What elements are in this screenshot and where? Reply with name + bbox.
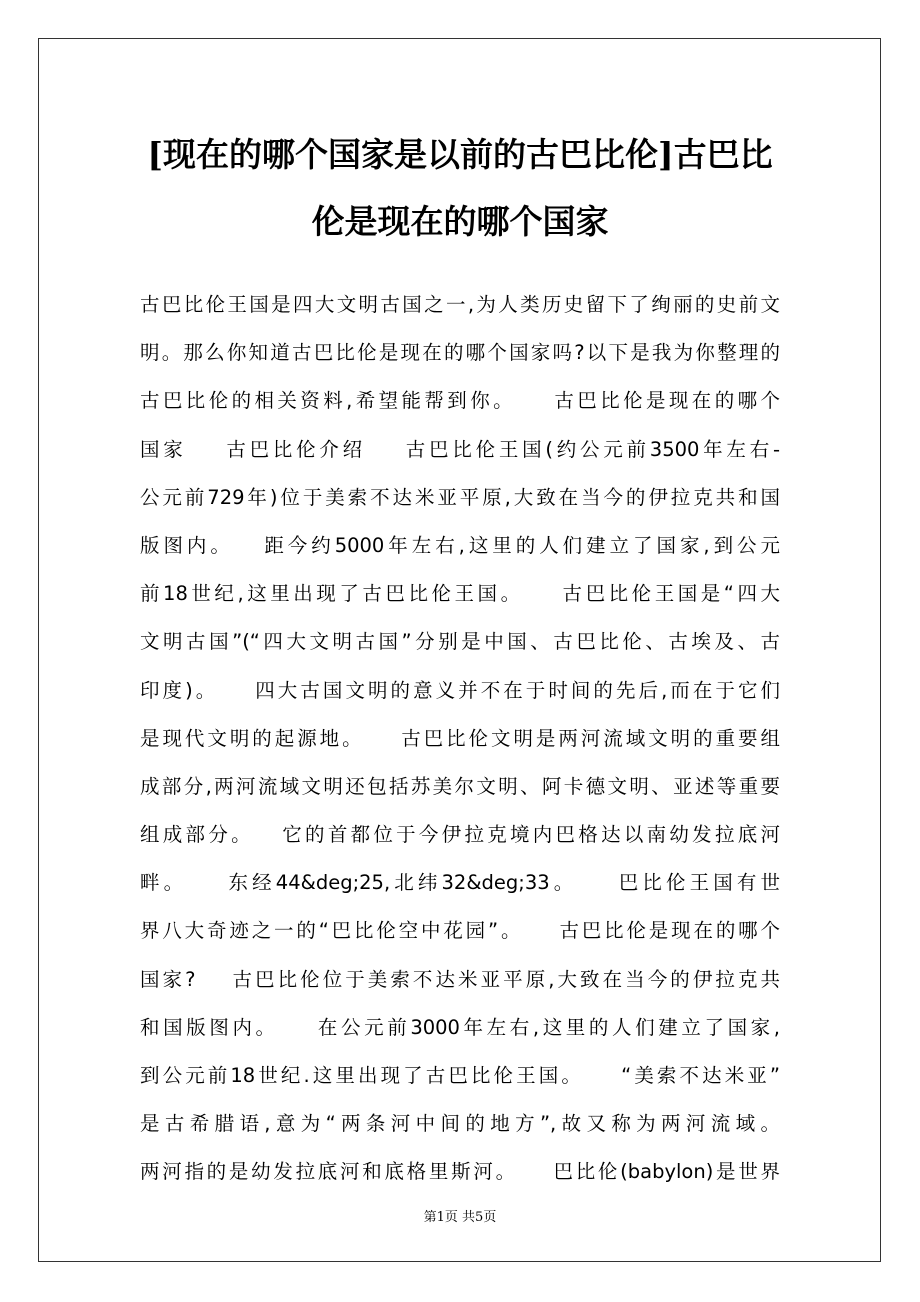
body-line: 国家 古巴比伦介绍 古巴比伦王国(约公元前3500年左右- bbox=[140, 437, 780, 461]
body-line: 成部分,两河流域文明还包括苏美尔文明、阿卡德文明、亚述等重要 bbox=[140, 774, 780, 798]
body-line: 到公元前18世纪.这里出现了古巴比伦王国。 “美索不达米亚” bbox=[140, 1064, 780, 1087]
body-line: 两河指的是幼发拉底河和底格里斯河。 巴比伦(babylon)是世界 bbox=[140, 1160, 780, 1184]
document-title-line-2: 伦是现在的哪个国家 bbox=[311, 202, 609, 241]
document-title-line-1: [现在的哪个国家是以前的古巴比伦]古巴比 bbox=[147, 135, 773, 174]
body-line: 明。那么你知道古巴比伦是现在的哪个国家吗?以下是我为你整理的 bbox=[140, 341, 780, 365]
body-line: 古巴比伦的相关资料,希望能帮到你。 古巴比伦是现在的哪个 bbox=[140, 389, 780, 413]
body-line: 印度)。 四大古国文明的意义并不在于时间的先后,而在于它们 bbox=[140, 678, 780, 702]
body-line: 是现代文明的起源地。 古巴比伦文明是两河流域文明的重要组 bbox=[140, 726, 780, 750]
body-line: 前18世纪,这里出现了古巴比伦王国。 古巴比伦王国是“四大 bbox=[140, 582, 780, 606]
document-body bbox=[140, 290, 780, 1206]
body-line: 组成部分。 它的首都位于今伊拉克境内巴格达以南幼发拉底河 bbox=[140, 823, 780, 847]
body-line: 国家? 古巴比伦位于美索不达米亚平原,大致在当今的伊拉克共 bbox=[140, 967, 780, 991]
body-line: 是古希腊语,意为“两条河中间的地方”,故又称为两河流域。 bbox=[140, 1112, 780, 1136]
body-line: 畔。 东经44&deg;25,北纬32&deg;33。 巴比伦王国有世 bbox=[140, 871, 780, 895]
body-line: 和国版图内。 在公元前3000年左右,这里的人们建立了国家, bbox=[140, 1015, 780, 1039]
page-footer: 第1页 共5页 bbox=[423, 1210, 497, 1225]
body-line: 文明古国”(“四大文明古国”分别是中国、古巴比伦、古埃及、古 bbox=[140, 630, 780, 654]
body-line: 古巴比伦王国是四大文明古国之一,为人类历史留下了绚丽的史前文 bbox=[140, 293, 780, 316]
body-line: 版图内。 距今约5000年左右,这里的人们建立了国家,到公元 bbox=[140, 533, 780, 557]
body-line: 界八大奇迹之一的“巴比伦空中花园”。 古巴比伦是现在的哪个 bbox=[140, 919, 780, 943]
body-line: 公元前729年)位于美索不达米亚平原,大致在当今的伊拉克共和国 bbox=[140, 485, 780, 509]
